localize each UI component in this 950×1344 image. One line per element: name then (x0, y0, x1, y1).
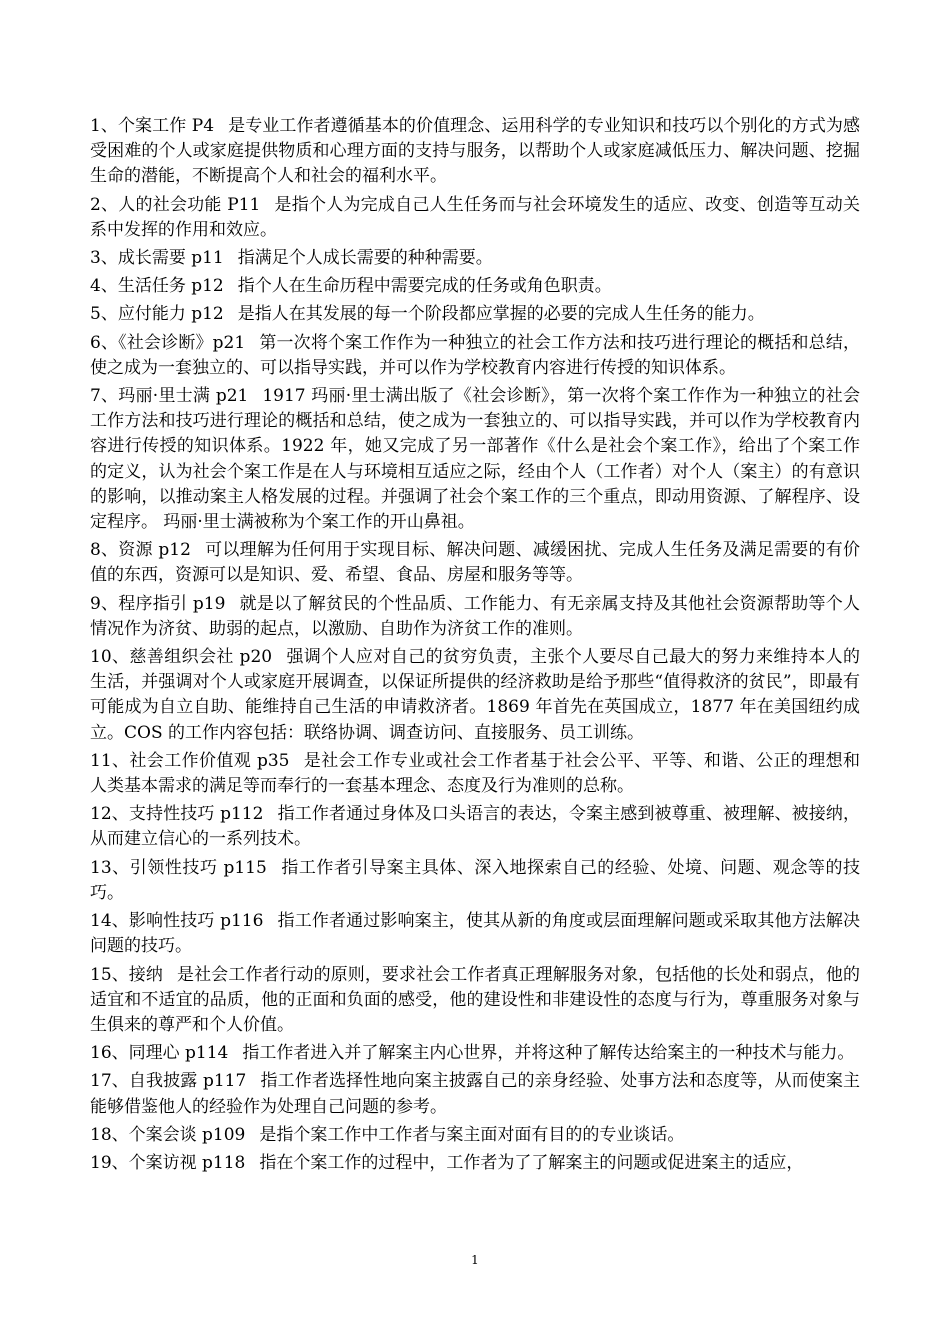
entry-term: 1、个案工作 P4 (90, 116, 215, 136)
entry-definition: 指工作者选择性地向案主披露自己的亲身经验、处事方法和态度等，从而使案主能够借鉴他人的经验作为处理自己问题的参考。 (90, 1071, 860, 1117)
entry-definition: 是社会工作者行动的原则，要求社会工作者真正理解服务对象，包括他的长处和弱点，他的适宜和不适宜的品质，他的正面和负面的感受，他的建设性和非建设性的态度与行为，尊重服务对象与生俱来的尊严和个人价值。 (90, 964, 860, 1035)
entry-definition: 指满足个人成长需要的种种需要。 (237, 248, 493, 269)
glossary-entry (90, 1069, 860, 1119)
entry-definition: 指个人在生命历程中需要完成的任务或角色职责。 (237, 276, 612, 297)
entry-term: 7、玛丽·里士满 p21 (90, 386, 249, 407)
glossary-entry (90, 193, 860, 243)
entry-definition: 指工作者引导案主具体、深入地探索自己的经验、处境、问题、观念等的技巧。 (90, 857, 860, 903)
entry-definition: 指在个案工作的过程中，工作者为了了解案主的问题或促进案主的适应， (259, 1152, 804, 1173)
entry-term: 4、生活任务 p12 (90, 276, 224, 297)
glossary-entry (90, 1151, 860, 1176)
entry-term: 11、社会工作价值观 p35 (90, 750, 290, 771)
page-number: 1 (471, 1253, 479, 1267)
entry-term: 8、资源 p12 (90, 540, 191, 561)
entry-term: 10、慈善组织会社 p20 (90, 647, 273, 668)
entry-term: 12、支持性技巧 p112 (90, 804, 264, 825)
glossary-entry (90, 1041, 860, 1066)
entry-term: 13、引领性技巧 p115 (90, 857, 267, 878)
entry-definition: 1917 玛丽·里士满出版了《社会诊断》，第一次将个案工作作为一种独立的社会工作方法和技巧进行理论的概括和总结，使之成为一套独立的、可以指导实践，并可以作为学校教育内容进行传授的知识体系。1922 年，她又完成了另一部著作《什么是社会个案工作》，给出了个案工作的定义，认为社会个案工作是在人与环境相互适应之际，经由个人（工作者）对个人（案主）的有意识的影响，以推动案主人格发展的过程。并强调了社会个案工作的三个重点，即动用资源、了解程序、设定程序。 玛丽·里士满被称为个案工作的开山鼻祖。 (90, 386, 860, 533)
entry-term: 15、接纳 (90, 964, 163, 985)
glossary-entry (90, 749, 860, 799)
glossary-entry (90, 538, 860, 588)
glossary-entry (90, 592, 860, 642)
glossary-entry (90, 645, 860, 746)
entry-definition: 是指人在其发展的每一个阶段都应掌握的必要的完成人生任务的能力。 (237, 304, 765, 325)
entry-term: 6、《社会诊断》p21 (90, 332, 246, 353)
entry-term: 2、人的社会功能 P11 (90, 194, 261, 215)
entry-definition: 是指个人为完成自己人生任务而与社会环境发生的适应、改变、创造等互动关系中发挥的作用和效应。 (90, 194, 860, 240)
glossary-entry (90, 963, 860, 1039)
entry-term: 17、自我披露 p117 (90, 1071, 247, 1092)
glossary-entry (90, 856, 860, 906)
entry-definition: 强调个人应对自己的贫穷负责，主张个人要尽自己最大的努力来维持本人的生活，并强调对个人或家庭开展调查，以保证所提供的经济救助是给予那些“值得救济的贫民”，即最有可能成为自立自助、能维持自己生活的申请救济者。1869 年首先在英国成立，1877 年在美国纽约成立。COS 的工作内容包括：联络协调、调查访问、直接服务、员工训练。 (90, 647, 860, 743)
entry-term: 19、个案访视 p118 (90, 1152, 246, 1173)
entry-definition: 是专业工作者遵循基本的价值理念、运用科学的专业知识和技巧以个别化的方式为感受困难的个人或家庭提供物质和心理方面的支持与服务，以帮助个人或家庭减低压力、解决问题、挖掘生命的潜能，不断提高个人和社会的福利水平。 (90, 116, 861, 187)
entry-definition: 是社会工作专业或社会工作者基于社会公平、平等、和谐、公正的理想和人类基本需求的满足等而奉行的一套基本理念、态度及行为准则的总称。 (90, 750, 860, 797)
entry-term: 5、应付能力 p12 (90, 304, 224, 325)
glossary-entry (90, 331, 860, 381)
glossary-entry (90, 114, 860, 190)
glossary-entry (90, 302, 860, 327)
entry-term: 18、个案会谈 p109 (90, 1124, 246, 1145)
glossary-entry (90, 802, 860, 852)
glossary-entry (90, 384, 860, 535)
glossary-entry (90, 274, 860, 299)
entry-definition: 是指个案工作中工作者与案主面对面有目的的专业谈话。 (259, 1124, 685, 1145)
glossary-body (90, 114, 860, 1179)
entry-definition: 指工作者通过身体及口头语言的表达，令案主感到被尊重、被理解、被接纳，从而建立信心的一系列技术。 (90, 804, 860, 850)
entry-definition: 指工作者进入并了解案主内心世界，并将这种了解传达给案主的一种技术与能力。 (242, 1043, 855, 1064)
entry-term: 9、程序指引 p19 (90, 593, 226, 614)
entry-term: 14、影响性技巧 p116 (90, 911, 264, 932)
entry-definition: 就是以了解贫民的个性品质、工作能力、有无亲属支持及其他社会资源帮助等个人情况作为济贫、助弱的起点，以激励、自助作为济贫工作的准则。 (90, 593, 860, 639)
entry-definition: 第一次将个案工作作为一种独立的社会工作方法和技巧进行理论的概括和总结，使之成为一套独立的、可以指导实践，并可以作为学校教育内容进行传授的知识体系。 (90, 332, 860, 378)
entry-term: 3、成长需要 p11 (90, 248, 224, 269)
glossary-entry (90, 246, 860, 271)
glossary-entry (90, 909, 860, 959)
entry-definition: 指工作者通过影响案主，使其从新的角度或层面理解问题或采取其他方法解决问题的技巧。 (90, 911, 860, 957)
entry-term: 16、同理心 p114 (90, 1043, 229, 1064)
entry-definition: 可以理解为任何用于实现目标、解决问题、减缓困扰、完成人生任务及满足需要的有价值的东西，资源可以是知识、爱、希望、食品、房屋和服务等等。 (90, 540, 861, 586)
glossary-entry (90, 1123, 860, 1148)
